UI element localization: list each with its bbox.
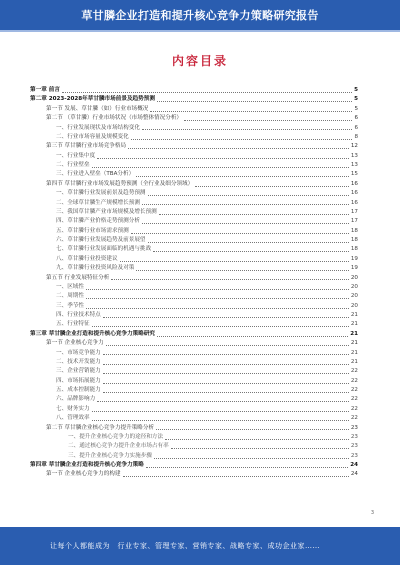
toc-leader-dots <box>62 92 352 93</box>
toc-entry[interactable] <box>30 114 358 123</box>
toc-entry-title: 二、行业市场容量及规模变化 <box>56 133 129 140</box>
toc-entry-title: 二、行业壁垒 <box>56 162 90 168</box>
toc-leader-dots <box>123 476 349 477</box>
toc-entry-title: 一、市场竞争能力 <box>56 349 101 356</box>
toc-leader-dots <box>142 223 349 224</box>
toc-entry[interactable] <box>30 86 358 95</box>
toc-entry[interactable] <box>30 180 358 189</box>
toc-entry-title: 三、行业进入壁垒（TBA分析） <box>56 171 135 178</box>
toc-entry[interactable] <box>30 189 358 198</box>
toc-entry-page: 23 <box>350 424 358 431</box>
toc-entry-page: 20 <box>350 293 358 300</box>
toc-entry[interactable] <box>30 95 358 104</box>
toc-entry-title: 第一节 发展、草甘膦（如）行业市场概况 <box>46 105 149 112</box>
toc-entry-page: 18 <box>350 246 358 253</box>
toc-entry-title: 第五节 行业发展特征分析 <box>46 274 110 281</box>
toc-entry-page: 21 <box>350 349 358 356</box>
toc-leader-dots <box>92 326 349 327</box>
toc-leader-dots <box>86 289 349 290</box>
toc-leader-dots <box>86 308 349 309</box>
toc-leader-dots <box>103 354 349 355</box>
toc-entry-title: 一、行业集中度 <box>56 152 96 159</box>
toc-leader-dots <box>157 336 348 337</box>
toc-entry[interactable] <box>30 199 358 208</box>
toc-leader-dots <box>97 158 349 159</box>
toc-entry[interactable] <box>30 358 358 367</box>
toc-leader-dots <box>165 439 349 440</box>
toc-entry-page: 6 <box>354 124 358 131</box>
toc-entry-title: 三、季节性 <box>56 302 84 309</box>
toc-entry-page: 15 <box>350 171 358 178</box>
toc-entry-page: 13 <box>350 152 358 159</box>
toc-entry-page: 21 <box>350 312 358 318</box>
toc-entry[interactable] <box>30 133 358 142</box>
toc-leader-dots <box>120 261 349 262</box>
toc-leader-dots <box>92 420 349 421</box>
toc-entry-page: 21 <box>350 358 358 365</box>
toc-entry-title: 四、市场拓展能力 <box>56 377 101 384</box>
toc-entry[interactable] <box>30 264 358 273</box>
toc-entry[interactable] <box>30 302 358 311</box>
toc-leader-dots <box>128 148 349 149</box>
toc-entry-page: 5 <box>354 105 358 112</box>
toc-leader-dots <box>156 429 349 430</box>
toc-entry[interactable] <box>30 424 358 433</box>
toc-entry[interactable] <box>30 283 358 292</box>
toc-entry-title: 第一节 企业核心竞争力的构建 <box>46 471 121 478</box>
toc-entry-title: 二、周期性 <box>56 293 84 300</box>
toc-entry-title: 第二章 2023-2028年草甘膦市场前景及趋势预测 <box>30 96 155 103</box>
toc-entry[interactable] <box>30 320 358 329</box>
toc-entry[interactable] <box>30 142 358 151</box>
toc-entry-title: 二、技术开发能力 <box>56 358 101 365</box>
toc-leader-dots <box>103 373 349 374</box>
toc-entry-page: 12 <box>350 143 358 150</box>
toc-entry[interactable] <box>30 433 358 442</box>
toc-leader-dots <box>103 383 349 384</box>
toc-entry-page: 21 <box>350 340 358 347</box>
toc-entry-title: 四、草甘膦产业价格走势预测分析 <box>56 218 140 225</box>
toc-entry[interactable] <box>30 311 358 320</box>
toc-entry-page: 16 <box>350 199 358 206</box>
toc-leader-dots <box>150 111 352 112</box>
toc-entry[interactable] <box>30 170 358 179</box>
toc-entry-title: 第二节 （草甘膦）行业市场状况（市场整体情况分析） <box>46 115 183 122</box>
toc-entry-title: 四、行业技术特点 <box>56 312 101 318</box>
toc-entry-page: 20 <box>350 283 358 290</box>
toc-entry-title: 六、草甘膦行业发展趋势及前景展望 <box>56 237 146 243</box>
toc-entry-page: 5 <box>354 87 358 93</box>
toc-entry-page: 21 <box>350 321 358 328</box>
toc-entry[interactable] <box>30 452 358 461</box>
header-divider <box>0 30 400 32</box>
toc-entry-title: 二、通过核心竞争力提升企业市场占有率 <box>68 443 169 450</box>
toc-entry-page: 22 <box>350 415 358 422</box>
page-number: 3 <box>370 510 374 516</box>
toc-entry-page: 22 <box>350 405 358 412</box>
toc-entry-title: 五、成本控制能力 <box>56 387 101 393</box>
toc-heading: 内容目录 <box>171 54 228 68</box>
toc-leader-dots <box>92 167 349 168</box>
toc-leader-dots <box>157 101 352 102</box>
toc-entry-page: 16 <box>350 180 358 187</box>
toc-entry-title: 一、行业发展现状及市场结构变化 <box>56 124 140 131</box>
toc-entry-title: 九、草甘膦行业投资风险及对策 <box>56 265 135 272</box>
toc-entry-title: 二、全球草甘膦生产规模增长预测 <box>56 199 140 206</box>
toc-entry[interactable] <box>30 367 358 376</box>
toc-entry-title: 第三章 草甘膦企业打造和提升核心竞争力策略研究 <box>30 330 156 337</box>
toc-entry-title: 六、品牌影响力 <box>56 396 96 403</box>
toc-entry-title: 第三节 草甘膦行业市场竞争格局 <box>46 143 127 150</box>
toc-leader-dots <box>131 233 349 234</box>
toc-leader-dots <box>142 204 349 205</box>
toc-entry[interactable] <box>30 227 358 236</box>
toc-leader-dots <box>136 270 349 271</box>
toc-entry-title: 八、管理效率 <box>56 415 90 422</box>
toc-entry[interactable] <box>30 236 358 245</box>
report-title: 草甘膦企业打造和提升核心竞争力策略研究报告 <box>81 9 319 22</box>
toc-entry-title: 三、我国草甘膦产业市场规模及增长预测 <box>56 208 157 215</box>
toc-entry-page: 18 <box>350 227 358 234</box>
toc-entry-page: 23 <box>350 443 358 450</box>
toc-entry-title: 一、草甘膦行业发展前景及趋势预测 <box>56 190 146 197</box>
toc-entry[interactable] <box>30 339 358 348</box>
page-footer <box>0 527 400 565</box>
toc-entry[interactable] <box>30 124 358 133</box>
toc-entry[interactable] <box>30 395 358 404</box>
toc-entry-title: 第四节 草甘膦行业市场发展趋势预测（全行业及细分领域） <box>46 180 194 187</box>
toc-entry[interactable] <box>30 442 358 451</box>
toc-entry-page: 8 <box>354 133 358 140</box>
toc-entry[interactable] <box>30 386 358 395</box>
toc-entry-page: 21 <box>350 330 358 337</box>
toc-entry[interactable] <box>30 461 358 470</box>
page-header <box>0 0 400 30</box>
toc-entry-title: 第四章 草甘膦企业打造和提升核心竞争力策略 <box>30 462 144 468</box>
toc-entry[interactable] <box>30 414 358 423</box>
toc-leader-dots <box>146 467 348 468</box>
toc-entry-page: 19 <box>350 255 358 262</box>
toc-entry-page: 22 <box>350 377 358 384</box>
toc-entry[interactable] <box>30 245 358 254</box>
toc-entry-page: 17 <box>350 218 358 225</box>
table-of-contents <box>30 86 358 480</box>
toc-entry-title: 三、企业营销能力 <box>56 368 101 375</box>
toc-leader-dots <box>171 448 349 449</box>
toc-entry-page: 22 <box>350 396 358 403</box>
toc-entry-page: 24 <box>350 462 358 468</box>
toc-entry[interactable] <box>30 208 358 217</box>
toc-leader-dots <box>92 411 349 412</box>
toc-leader-dots <box>153 251 349 252</box>
toc-leader-dots <box>142 129 353 130</box>
footer-slogan: 让每个人都能成为 行业专家、管理专家、营销专家、战略专家、成功企业家…… <box>50 542 320 550</box>
toc-entry-page: 17 <box>350 208 358 215</box>
toc-entry[interactable] <box>30 161 358 170</box>
toc-entry-page: 22 <box>350 387 358 393</box>
toc-entry-title: 一、提升企业核心竞争力的途径和方法 <box>68 433 164 440</box>
toc-entry-page: 24 <box>350 471 358 478</box>
toc-leader-dots <box>148 242 349 243</box>
toc-entry-page: 22 <box>350 368 358 375</box>
toc-entry-page: 5 <box>354 96 358 103</box>
toc-entry[interactable] <box>30 377 358 386</box>
toc-entry[interactable] <box>30 255 358 264</box>
toc-entry-page: 23 <box>350 452 358 459</box>
toc-entry-page: 13 <box>350 162 358 168</box>
toc-entry[interactable] <box>30 330 358 339</box>
toc-leader-dots <box>103 392 349 393</box>
toc-leader-dots <box>111 279 349 280</box>
toc-leader-dots <box>184 120 352 121</box>
toc-entry-page: 23 <box>350 433 358 440</box>
toc-entry[interactable] <box>30 292 358 301</box>
toc-entry-page: 20 <box>350 302 358 309</box>
toc-entry-title: 七、财务实力 <box>56 405 90 412</box>
toc-leader-dots <box>148 195 349 196</box>
toc-entry-title: 第二节 草甘膦企业核心竞争力提升策略分析 <box>46 424 155 431</box>
toc-entry-page: 16 <box>350 190 358 197</box>
toc-leader-dots <box>97 401 349 402</box>
toc-entry-title: 第一章 前言 <box>30 87 60 93</box>
toc-entry-title: 一、区域性 <box>56 283 84 290</box>
toc-entry-page: 6 <box>354 115 358 122</box>
toc-entry-title: 八、草甘膦行业投资建议 <box>56 255 118 262</box>
toc-entry-page: 20 <box>350 274 358 281</box>
toc-entry-title: 五、草甘膦行业市场需求预测 <box>56 227 129 234</box>
toc-leader-dots <box>86 298 349 299</box>
toc-leader-dots <box>136 176 349 177</box>
toc-entry-title: 五、行业特征 <box>56 321 90 328</box>
toc-entry[interactable] <box>30 217 358 226</box>
toc-leader-dots <box>154 458 349 459</box>
toc-entry[interactable] <box>30 470 358 479</box>
toc-entry-title: 三、提升企业核心竞争力实施步骤 <box>68 452 152 459</box>
toc-leader-dots <box>106 345 349 346</box>
toc-leader-dots <box>159 214 349 215</box>
toc-leader-dots <box>131 139 353 140</box>
toc-entry[interactable] <box>30 349 358 358</box>
toc-entry-title: 七、草甘膦行业发展面临的机遇与挑战 <box>56 246 152 253</box>
toc-entry-page: 18 <box>350 237 358 243</box>
toc-entry-title: 第一节 企业核心竞争力 <box>46 340 104 347</box>
toc-entry[interactable] <box>30 152 358 161</box>
toc-leader-dots <box>103 364 349 365</box>
toc-leader-dots <box>103 317 349 318</box>
toc-entry[interactable] <box>30 274 358 283</box>
toc-entry[interactable] <box>30 105 358 114</box>
toc-entry-page: 19 <box>350 265 358 272</box>
toc-entry[interactable] <box>30 405 358 414</box>
toc-leader-dots <box>195 186 349 187</box>
